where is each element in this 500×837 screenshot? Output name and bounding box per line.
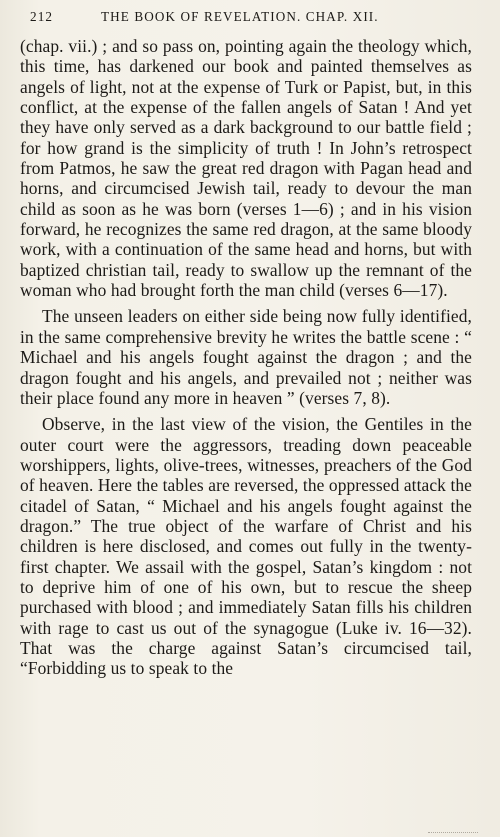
paragraph-observe: Observe, in the last view of the vision, the Gentiles in the outer court were the aggressors, treading down peaceable worshippers, lights, olive-trees, witnesses, preachers of the God of heaven. Here the tables are reversed, the oppressed attack the citadel of Satan, “ Michael and his angels fought against the dragon.” The true object of the warfare of Christ and his children is here disclosed, and comes out fully in the twenty-first chapter. We assail with the gospel, Satan’s kingdom : not to deprive him of one of his own, but to rescue the sheep purchased with blood ; and immediately Satan fills his children with rage to cast us out of the synagogue (Luke iv. 16—32). That was the charge against Satan’s circumcised tail, “Forbidding us to speak to the	[20, 414, 472, 679]
paragraph-continued: (chap. vii.) ; and so pass on, pointing again the theology which, this time, has darkened our book and painted themselves as angels of light, not at the expense of Turk or Papist, but, in this conflict, at the expense of the fallen angels of Satan ! And yet they have only served as a dark background to our battle field ; for how grand is the simplicity of truth ! In John’s retrospect from Patmos, he saw the great red dragon with Pagan head and horns, and circumcised Jewish tail, ready to devour the man child as soon as he was born (verses 1—6) ; and in his vision forward, he recognizes the same red dragon, at the same bloody work, with a continuation of the same head and horns, but with baptized christian tail, ready to swallow up the remnant of the woman who had brought forth the man child (verses 6—17).	[20, 36, 472, 301]
body-text	[20, 36, 472, 685]
page-bottom-mark	[428, 826, 478, 833]
page-number: 212	[30, 9, 54, 24]
page-header	[16, 6, 486, 28]
running-title: THE BOOK OF REVELATION. CHAP. XII.	[101, 9, 379, 24]
paragraph-battle-scene: The unseen leaders on either side being now fully identified, in the same comprehensive brevity he writes the battle scene : “ Michael and his angels fought against the dragon ; and the dragon fought and his angels, and prevailed not ; neither was their place found any more in heaven ” (verses 7, 8).	[20, 306, 472, 408]
